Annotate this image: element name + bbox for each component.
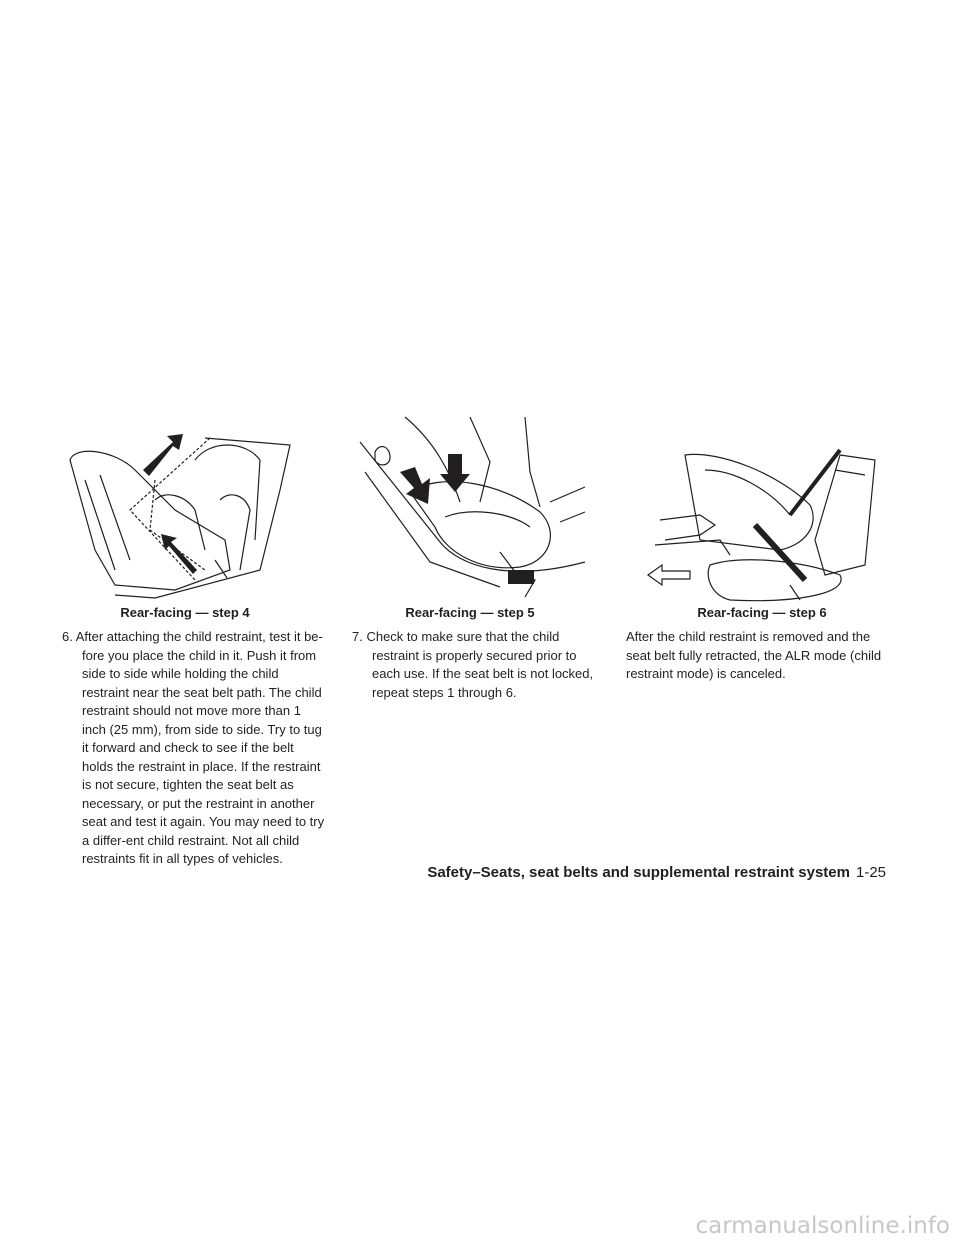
page-number: 1-25 — [856, 864, 887, 881]
watermark: carmanualsonline.info — [695, 1213, 950, 1239]
column-right — [626, 628, 896, 684]
figure-step-5 — [350, 412, 590, 607]
figure-step-4 — [55, 420, 295, 600]
column-left — [62, 628, 326, 869]
page-footer — [0, 864, 960, 884]
step-7-text: 7. Check to make sure that the child restraint is properly secured prior to each use. If the seat belt is not locked, repeat steps 1 through 6. — [352, 629, 594, 700]
figure-caption: Rear-facing — step 5 — [405, 605, 535, 620]
figure-step-6 — [640, 445, 880, 605]
alr-note-text: After the child restraint is removed and the seat belt fully retracted, the ALR mode (child restraint mode) is canceled. — [626, 629, 882, 681]
figure-caption: Rear-facing — step 4 — [120, 605, 250, 620]
step-6-text: 6. After attaching the child restraint, test it be-fore you place the child in it. Push it from side to side while holding the child restraint near the seat belt path. The child restraint should not move more than 1 inch (25 mm), from side to side. Try to tug it forward and check to see if the belt holds the restraint in place. If the restraint is not secure, tighten the seat belt as necessary, or put the restraint in another seat and test it again. You may need to try a differ-ent child restraint. Not all child restraints fit in all types of vehicles. — [62, 629, 325, 866]
rear-facing-step5-illustration — [350, 412, 590, 607]
rear-facing-step4-illustration — [55, 420, 295, 600]
figure-caption: Rear-facing — step 6 — [697, 605, 827, 620]
column-middle — [352, 628, 608, 702]
section-title: Safety–Seats, seat belts and supplemental restraint system — [427, 864, 850, 881]
rear-facing-step6-illustration — [640, 445, 880, 605]
